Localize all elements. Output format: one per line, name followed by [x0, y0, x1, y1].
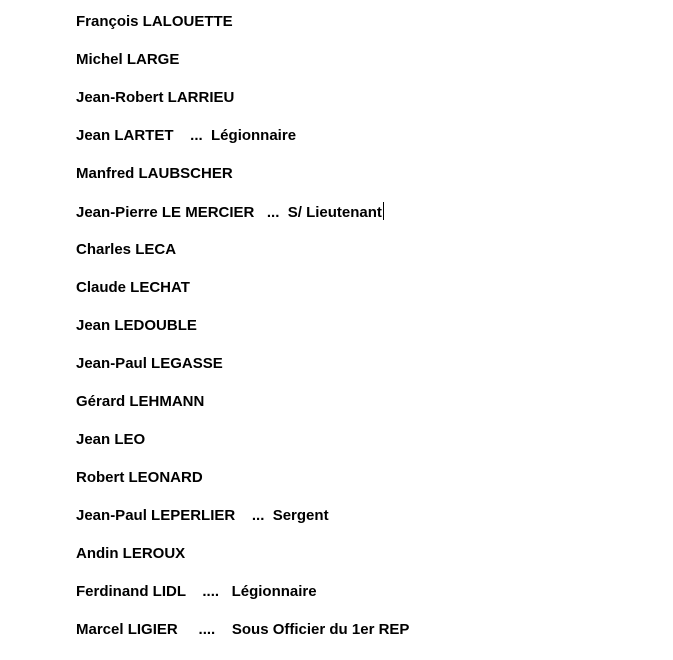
name-entry: Manfred LAUBSCHER	[76, 165, 233, 182]
name-entry: Andin LEROUX	[76, 545, 186, 562]
name-entry: Charles LECA	[76, 241, 177, 258]
name-entry: Robert LEONARD	[76, 469, 203, 486]
name-entry-text: Jean-Pierre LE MERCIER ... S/ Lieutenant	[76, 204, 382, 221]
name-entry: Michel LARGE	[76, 51, 180, 68]
name-entry: Jean-Paul LEGASSE	[76, 355, 223, 372]
name-entry: Gérard LEHMANN	[76, 393, 205, 410]
name-entry-with-cursor	[76, 202, 384, 222]
name-entry: Jean LEDOUBLE	[76, 317, 197, 334]
name-entry: Jean LARTET ... Légionnaire	[76, 127, 297, 144]
name-entry: Marcel LIGIER .... Sous Officier du 1er REP	[76, 621, 410, 638]
name-entry: Jean LEO	[76, 431, 146, 448]
name-entry: Claude LECHAT	[76, 279, 190, 296]
text-cursor	[383, 202, 384, 220]
name-entry: Ferdinand LIDL .... Légionnaire	[76, 583, 317, 600]
name-entry: François LALOUETTE	[76, 13, 233, 30]
name-entry: Jean-Robert LARRIEU	[76, 89, 235, 106]
name-entry: Jean-Paul LEPERLIER ... Sergent	[76, 507, 329, 524]
